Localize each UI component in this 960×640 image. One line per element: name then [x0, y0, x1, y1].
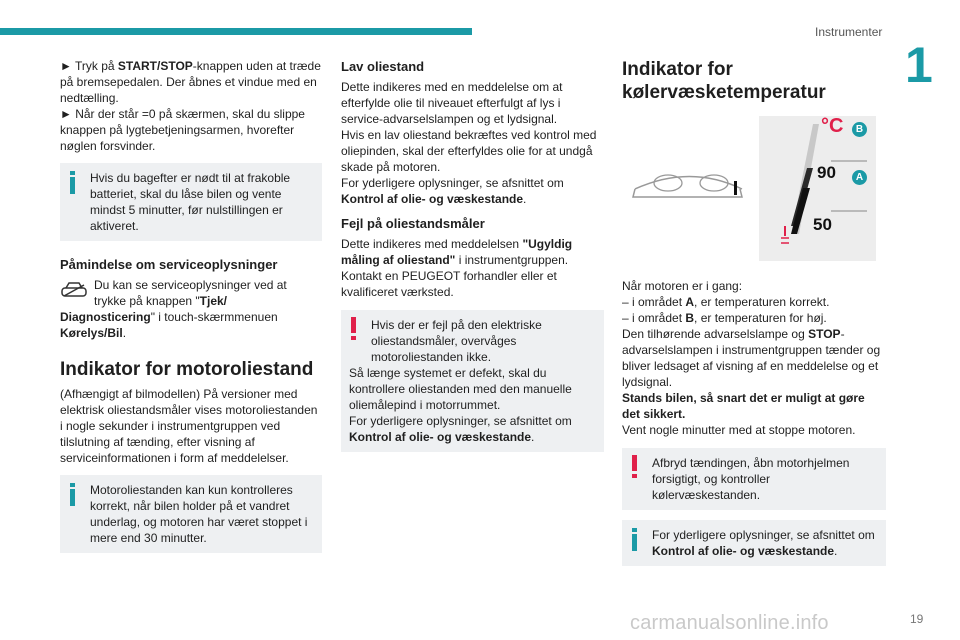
step-start-stop: ► Tryk på START/STOP-knappen uden at træde på bremsepedalen. Der åbnes et vindue med en nedtælling. [60, 59, 321, 105]
coolant-zone-b: – i området B, er temperaturen for høj. [622, 311, 827, 325]
coolant-stop-instruction: Stands bilen, så snart det er muligt at gøre det sikkert. [622, 391, 865, 421]
info-box-oil-check: Motoroliestanden kan kun kontrolleres korrekt, når bilen holder på et vandret underlag, og motoren har været stoppet i mere end 30 minutter. [60, 475, 322, 553]
coolant-warning-lamp: Den tilhørende advarselslampe og STOP-advarselslampen i instrumentgruppen tænder og bliver ledsaget af visning af en meddelelse og et lydsignal. [622, 327, 881, 389]
info-box-battery: Hvis du bagefter er nødt til at frakoble batteriet, skal du låse bilen og vente mindst 5 minutter, før nulstillingen er aktiveret. [60, 163, 322, 241]
info-icon [631, 528, 638, 551]
heading-coolant-temp: Indikator for kølervæsketemperatur [622, 59, 826, 103]
coolant-illustration [622, 114, 886, 272]
warning-icon [350, 317, 357, 341]
heading-oil-level: Indikator for motoroliestand [60, 359, 314, 380]
column-3 [622, 58, 886, 566]
chapter-number: 1 [905, 37, 933, 93]
low-oil-text-1: Dette indikeres med en meddelelse om at efterfylde olie til niveauet efterfulgt af lys i service-advarselslampen og et lydsignal. [341, 80, 563, 126]
page-number: 19 [910, 612, 924, 626]
coolant-wait: Vent nogle minutter med at stoppe motoren. [622, 423, 856, 437]
section-title: Instrumenter [815, 25, 883, 39]
gauge-value-90: 90 [817, 163, 836, 182]
heading-low-oil: Lav oliestand [341, 59, 425, 74]
column-1 [60, 58, 322, 553]
info-box-coolant: For yderligere oplysninger, se afsnittet om Kontrol af olie- og væskestande. [622, 520, 886, 566]
oil-paragraph: (Afhængigt af bilmodellen) På versioner med elektrisk oliestandsmåler vises motoroliestanden i nogle sekunder i instrumentgruppen ved tilslutning af tænding, efter visning af serviceinformationen i form af meddelelser. [60, 387, 318, 465]
fault-text-2: Kontakt en PEUGEOT forhandler eller et kvalificeret værksted. [341, 269, 557, 299]
heading-service-reminder: Påmindelse om serviceoplysninger [60, 257, 278, 272]
info-icon [69, 171, 76, 194]
warning-box-coolant: Afbryd tændingen, åbn motorhjelmen forsigtigt, og kontroller kølervæskestanden. [622, 448, 886, 510]
column-2 [341, 58, 604, 452]
gauge-value-50: 50 [813, 215, 832, 234]
info-icon [69, 483, 76, 506]
wrench-car-icon [60, 279, 88, 301]
service-paragraph: Du kan se serviceoplysninger ved at trykke på knappen "Tjek/ Diagnosticering" i touch-skærmmenuen Kørelys/Bil. [60, 278, 287, 340]
zone-a-badge: A [852, 170, 867, 185]
instrument-cluster-icon [630, 159, 750, 209]
fault-text-1: Dette indikeres med meddelelsen "Ugyldig måling af oliestand" i instrumentgruppen. [341, 237, 573, 267]
low-oil-text-2: Hvis en lav oliestand bekræftes ved kontrol med oliepinden, skal der efterfyldes olie for at undgå skade på motoren. [341, 128, 597, 174]
coolant-intro: Når motoren er i gang: [622, 279, 743, 293]
low-oil-text-3: For yderligere oplysninger, se afsnittet om Kontrol af olie- og væskestande. [341, 176, 564, 206]
coolant-gauge [759, 116, 876, 261]
zone-b-badge: B [852, 122, 867, 137]
step-release: ► Når der står =0 på skærmen, skal du slippe knappen på lygtebetjeningsarmen, hvorefter nøglen forsvinder. [60, 107, 305, 153]
coolant-gauge-panel [759, 116, 876, 261]
warning-icon [631, 455, 638, 479]
header-accent-bar [0, 28, 472, 35]
warning-box-oil-gauge: Hvis der er fejl på den elektriske oliestandsmåler, overvåges motoroliestanden ikke. Så længe systemet er defekt, skal du kontrollere oliestanden med den manuelle oliemålepind i motorrummet. For yderligere oplysninger, se afsnittet om Kontrol af olie- og væskestande. [341, 310, 604, 452]
watermark: carmanualsonline.info [630, 612, 829, 634]
heading-gauge-fault: Fejl på oliestandsmåler [341, 216, 485, 231]
coolant-zone-a: – i området A, er temperaturen korrekt. [622, 295, 830, 309]
gauge-unit-label: °C [821, 115, 844, 137]
